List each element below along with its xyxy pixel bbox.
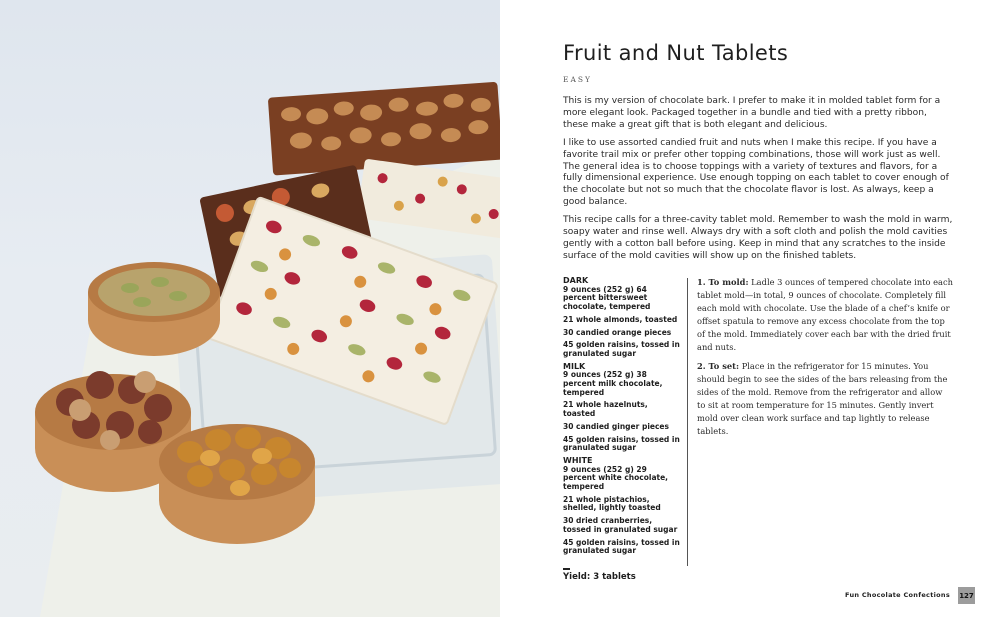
yield-divider — [563, 568, 570, 570]
difficulty-label: EASY — [563, 75, 592, 84]
chapter-footer: Fun Chocolate Confections — [845, 591, 950, 599]
ingredient-line: 21 whole almonds, toasted — [563, 314, 678, 324]
ingredients-list — [563, 277, 681, 582]
ingredient-line: 9 ounces (252 g) 29 percent white chocolate, tempered — [563, 464, 669, 492]
ingredient-line: 9 ounces (252 g) 38 percent milk chocolate, tempered — [563, 370, 663, 397]
ingredient-line: 9 ounces (252 g) 64 percent bittersweet chocolate, tempered — [563, 284, 651, 312]
step-label: 2. To set: — [697, 361, 740, 371]
ingredient-group-dark — [563, 277, 681, 359]
pistachio-bowl — [88, 262, 220, 356]
recipe-intro — [563, 96, 955, 269]
step-text: Place in the refrigerator for 15 minutes. You should begin to see the sides of the bars releasing from the sides of the mold. Remove from the refrigerator and allow to sit at room temperature for 15 minutes. Gently invert mold over clean work surface and tap lightly to release tablets. — [697, 361, 948, 436]
recipe-title: Fruit and Nut Tablets — [563, 41, 789, 65]
recipe-page — [500, 0, 1000, 617]
ingredient-group-milk — [563, 363, 681, 453]
ingredient-line: 45 golden raisins, tossed in granulated sugar — [563, 537, 680, 556]
intro-paragraph: I like to use assorted candied fruit and nuts when I make this recipe. If you have a favorite trail mix or prefer other topping combinations, those will work just as well. The general idea is to choose toppings with a variety of textures and flavors, for a fully dimensional experience. Use enough topping on each tablet to cover enough of the chocolate but not so much that the chocolate flavor is lost. As always, keep a good balance. — [563, 137, 949, 208]
ingredient-group-title: WHITE — [563, 455, 593, 465]
intro-paragraph: This is my version of chocolate bark. I prefer to make it in molded tablet form for a more elegant look. Packaged together in a bundle and tied with a pretty ribbon, these make a great gift that is both elegant and delicious. — [563, 96, 941, 130]
intro-paragraph: This recipe calls for a three-cavity tablet mold. Remember to wash the mold in warm, soapy water and rinse well. Always dry with a soft cloth and polish the mold cavities gently with a cotton ball before using. Keep in mind that any scratches to the inside surface of the mold cavities will show up on the finished tablets. — [563, 215, 953, 261]
page-number: 127 — [958, 587, 975, 604]
recipe-yield: Yield: 3 tablets — [563, 571, 636, 582]
recipe-step — [697, 360, 953, 438]
step-label: 1. To mold: — [697, 277, 749, 287]
ingredient-line: 30 candied orange pieces — [563, 327, 672, 337]
ingredient-line: 45 golden raisins, tossed in granulated sugar — [563, 434, 680, 453]
ingredient-group-title: MILK — [563, 361, 586, 371]
ingredient-line: 30 candied ginger pieces — [563, 421, 669, 431]
step-text: Ladle 3 ounces of tempered chocolate into each tablet mold—in total, 9 ounces of chocolate. Completely fill each mold with chocolate. Use the blade of a chef’s knife or offset spatula to remove any excess chocolate from the top of the mold. Immediately cover each bar with the dried fruit and nuts. — [697, 277, 953, 352]
ingredient-group-white — [563, 457, 681, 556]
ingredient-group-title: DARK — [563, 276, 589, 285]
ingredient-line: 45 golden raisins, tossed in granulated sugar — [563, 340, 680, 358]
golden-raisin-bowl — [159, 424, 315, 544]
ingredient-line: 30 dried cranberries, tossed in granulated sugar — [563, 516, 678, 534]
column-divider — [687, 278, 688, 566]
ingredient-line: 21 whole pistachios, shelled, lightly toasted — [563, 494, 661, 513]
ingredient-line: 21 whole hazelnuts, toasted — [563, 400, 648, 419]
recipe-steps — [697, 276, 953, 444]
recipe-step — [697, 276, 953, 354]
